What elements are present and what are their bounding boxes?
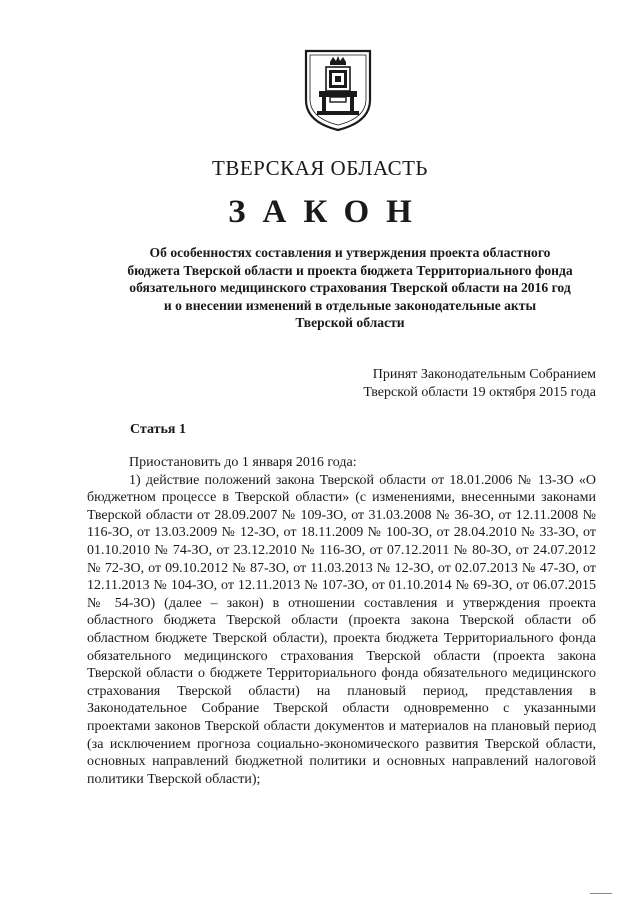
article-body <box>87 454 596 788</box>
coat-of-arms-emblem <box>303 48 373 132</box>
law-title-line: и о внесении изменений в отдельные законодательные акты <box>163 297 537 313</box>
law-title-line: Тверской области <box>295 315 405 330</box>
page-edge-mark <box>590 893 612 894</box>
law-title-line: Об особенностях составления и утверждения проекта областного <box>149 245 551 260</box>
adoption-line: Принят Законодательным Собранием <box>372 367 596 382</box>
region-name: ТВЕРСКАЯ ОБЛАСТЬ <box>212 156 428 180</box>
article-lead: Приостановить до 1 января 2016 года: <box>129 455 357 470</box>
law-title-line: обязательного медицинского страхования Тверской области на 2016 год <box>129 280 571 295</box>
article-item-1: 1) действие положений закона Тверской области от 18.01.2006 № 13-ЗО «О бюджетном процессе в Тверской области» (с изменениями, внесенными законами Тверской области от 28.09.2007 № 109-ЗО, от 31.03.2008 № 36-ЗО, от 12.11.2008 № 116-ЗО, от 13.03.2009 № 12-ЗО, от 18.11.2009 № 100-ЗО, от 28.04.2010 № 33-ЗО, от 01.10.2010 № 74-ЗО, от 23.12.2010 № 116-ЗО, от 07.12.2011 № 80-ЗО, от 24.07.2012 № 72-ЗО, от 09.10.2012 № 87-ЗО, от 11.03.2013 № 12-ЗО, от 02.07.2013 № 47-ЗО, от 12.11.2013 № 104-ЗО, от 12.11.2013 № 107-ЗО, от 01.10.2014 № 69-ЗО, от 06.07.2015 № 54-ЗО) (далее – закон) в отношении составления и утверждения проекта областного бюджета Тверской области (проекта закона Тверской области об областном бюджете Тверской области), проекта бюджета Территориального фонда обязательного медицинского страхования Тверской области (проекта закона Тверской области о бюджете Территориального фонда обязательного медицинского страхования Тверской области) на плановый период, представления в Законодательное Собрание Тверской области одновременно с указанными проектами законов Тверской области документов и материалов на плановый период (за исключением прогноза социально-экономического развития Тверской области, основных направлений бюджетной политики и основных направлений налоговой политики Тверской области); <box>87 472 596 787</box>
adoption-note <box>363 366 596 401</box>
article-heading: Статья 1 <box>130 422 186 437</box>
law-title-line: бюджета Тверской области и проекта бюджета Территориального фонда <box>127 262 573 278</box>
law-title <box>90 244 610 332</box>
adoption-line: Тверской области 19 октября 2015 года <box>363 384 596 400</box>
document-type-heading: ЗАКОН <box>228 194 429 230</box>
